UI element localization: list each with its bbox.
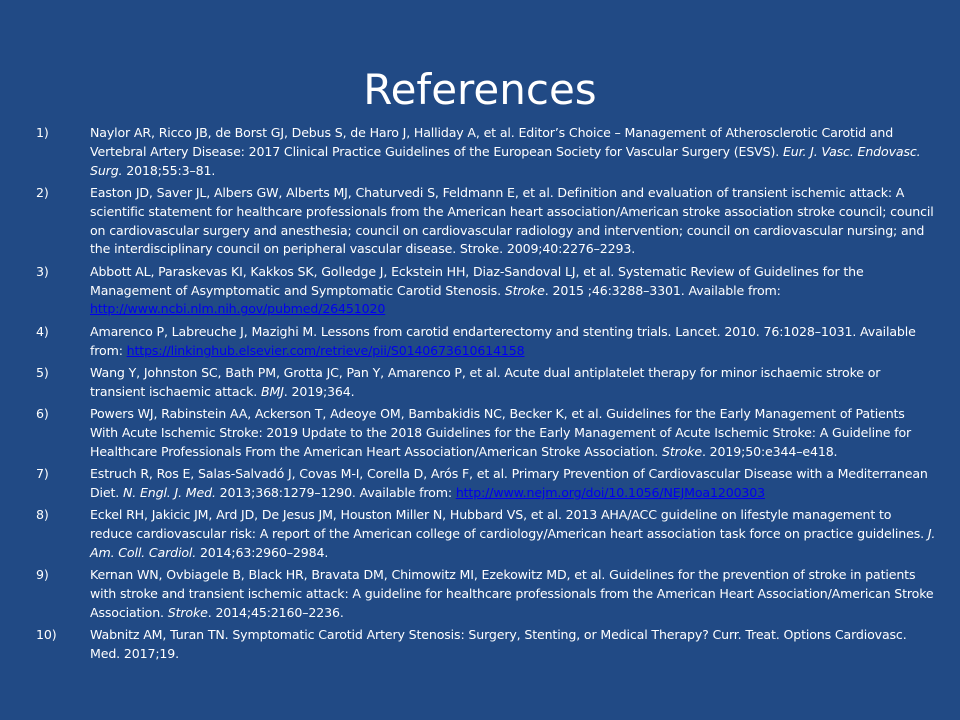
reference-text-segment: Amarenco P, Labreuche J, Mazighi M. Lessons from carotid endarterectomy and stenting trials. Lancet. 2010. 76:1028–1031. Available from:: [90, 323, 916, 358]
reference-text-segment: . 2019;50:e344–e418.: [701, 443, 838, 459]
reference-text: [90, 506, 936, 562]
reference-text-segment: 2018;55:3–81.: [122, 162, 216, 178]
reference-item: [36, 506, 936, 562]
reference-item: [36, 465, 936, 503]
reference-number: 2): [36, 184, 49, 200]
reference-text: [90, 405, 936, 461]
reference-text-segment: Estruch R, Ros E, Salas-Salvadó J, Covas M-I, Corella D, Arós F, et al. Primary Prevention of Cardiovascular Disease with a Mediterranean Diet.: [90, 466, 928, 500]
reference-item: [36, 263, 936, 319]
journal-name: Stroke: [504, 282, 545, 298]
reference-text-segment: Naylor AR, Ricco JB, de Borst GJ, Debus S, de Haro J, Halliday A, et al. Editor’s Choice – Management of Atherosclerotic Carotid and Vertebral Artery Disease: 2017 Clinical Practice Guidelines of the European Society for Vascular Surgery (ESVS).: [90, 125, 894, 159]
reference-text: [90, 626, 936, 664]
reference-text-segment: Abbott AL, Paraskevas KI, Kakkos SK, Golledge J, Eckstein HH, Diaz-Sandoval LJ, et al. Systematic Review of Guidelines for the Management of Asymptomatic and Symptomatic Carotid Stenosis.: [90, 263, 864, 298]
reference-text-segment: Easton JD, Saver JL, Albers GW, Alberts MJ, Chaturvedi S, Feldmann E, et al. Definition and evaluation of transient ischemic attack: A scientific statement for healthcare professionals from the American heart association/American stroke association stroke council; council on cardiovascular surgery and anesthesia; council on cardiovascular radiology and intervention; council on cardiovascular nursing; and the interdisciplinary council on peripheral vascular disease. Stroke. 2009;40:2276–2293.: [90, 184, 934, 257]
reference-number: 10): [36, 627, 57, 643]
slide-title: References: [363, 65, 597, 114]
reference-text-segment: Eckel RH, Jakicic JM, Ard JD, De Jesus JM, Houston Miller N, Hubbard VS, et al. 2013 AHA/ACC guideline on lifestyle management to reduce cardiovascular risk: A report of the American college of cardiology/American heart association task force on practice guidelines.: [90, 507, 928, 542]
journal-name: Eur. J. Vasc. Endovasc. Surg.: [90, 143, 921, 178]
reference-link[interactable]: http://www.nejm.org/doi/10.1056/NEJMoa1200303: [455, 484, 766, 500]
reference-text-segment: Wang Y, Johnston SC, Bath PM, Grotta JC, Pan Y, Amarenco P, et al. Acute dual antiplatelet therapy for minor ischaemic stroke or transient ischaemic attack.: [90, 364, 881, 399]
reference-text: [90, 465, 936, 503]
reference-text: [90, 364, 936, 402]
reference-text: [90, 124, 936, 180]
reference-text-segment: 2013;368:1279–1290. Available from:: [215, 484, 456, 500]
reference-text: [90, 323, 936, 361]
journal-name: J. Am. Coll. Cardiol.: [90, 526, 936, 560]
reference-number: 5): [36, 364, 49, 380]
journal-name: Stroke: [167, 604, 208, 620]
reference-item: [36, 626, 936, 664]
reference-text: [90, 263, 936, 319]
reference-item: [36, 323, 936, 361]
reference-text-segment: Wabnitz AM, Turan TN. Symptomatic Carotid Artery Stenosis: Surgery, Stenting, or Medical Therapy? Curr. Treat. Options Cardiovasc. Med. 2017;19.: [90, 627, 907, 662]
reference-text-segment: . 2014;45:2160–2236.: [207, 604, 344, 620]
reference-text-segment: . 2015 ;46:3288–3301. Available from:: [544, 282, 781, 298]
reference-item: [36, 566, 936, 622]
reference-item: [36, 405, 936, 461]
reference-link[interactable]: https://linkinghub.elsevier.com/retrieve/pii/S0140673610614158: [126, 342, 525, 358]
reference-number: 3): [36, 263, 49, 279]
reference-text: [90, 566, 936, 622]
reference-item: [36, 184, 936, 259]
reference-text-segment: 2014;63:2960–2984.: [196, 544, 329, 560]
reference-number: 8): [36, 507, 49, 523]
reference-list: [36, 124, 936, 667]
reference-number: 6): [36, 406, 49, 422]
journal-name: Stroke: [662, 443, 702, 459]
reference-number: 9): [36, 567, 49, 583]
reference-text-segment: Kernan WN, Ovbiagele B, Black HR, Bravata DM, Chimowitz MI, Ezekowitz MD, et al. Guidelines for the prevention of stroke in patients with stroke and transient ischemic attack: A guideline for healthcare professionals from the American Heart Association/American Stroke Association.: [90, 567, 934, 620]
reference-number: 7): [36, 466, 49, 482]
reference-text: [90, 184, 936, 259]
reference-link[interactable]: http://www.ncbi.nlm.nih.gov/pubmed/26451020: [90, 301, 386, 317]
reference-item: [36, 364, 936, 402]
journal-name: N. Engl. J. Med.: [123, 484, 216, 500]
reference-number: 1): [36, 125, 49, 140]
reference-text-segment: . 2019;364.: [283, 383, 355, 399]
journal-name: BMJ: [261, 383, 284, 399]
reference-item: [36, 124, 936, 180]
reference-text-segment: Powers WJ, Rabinstein AA, Ackerson T, Adeoye OM, Bambakidis NC, Becker K, et al. Guidelines for the Early Management of Patients With Acute Ischemic Stroke: 2019 Update to the 2018 Guidelines for the Early Management of Acute Ischemic Stroke: A Guideline for Healthcare Professionals From the American Heart Association/American Stroke Association.: [90, 406, 912, 459]
reference-number: 4): [36, 323, 49, 339]
